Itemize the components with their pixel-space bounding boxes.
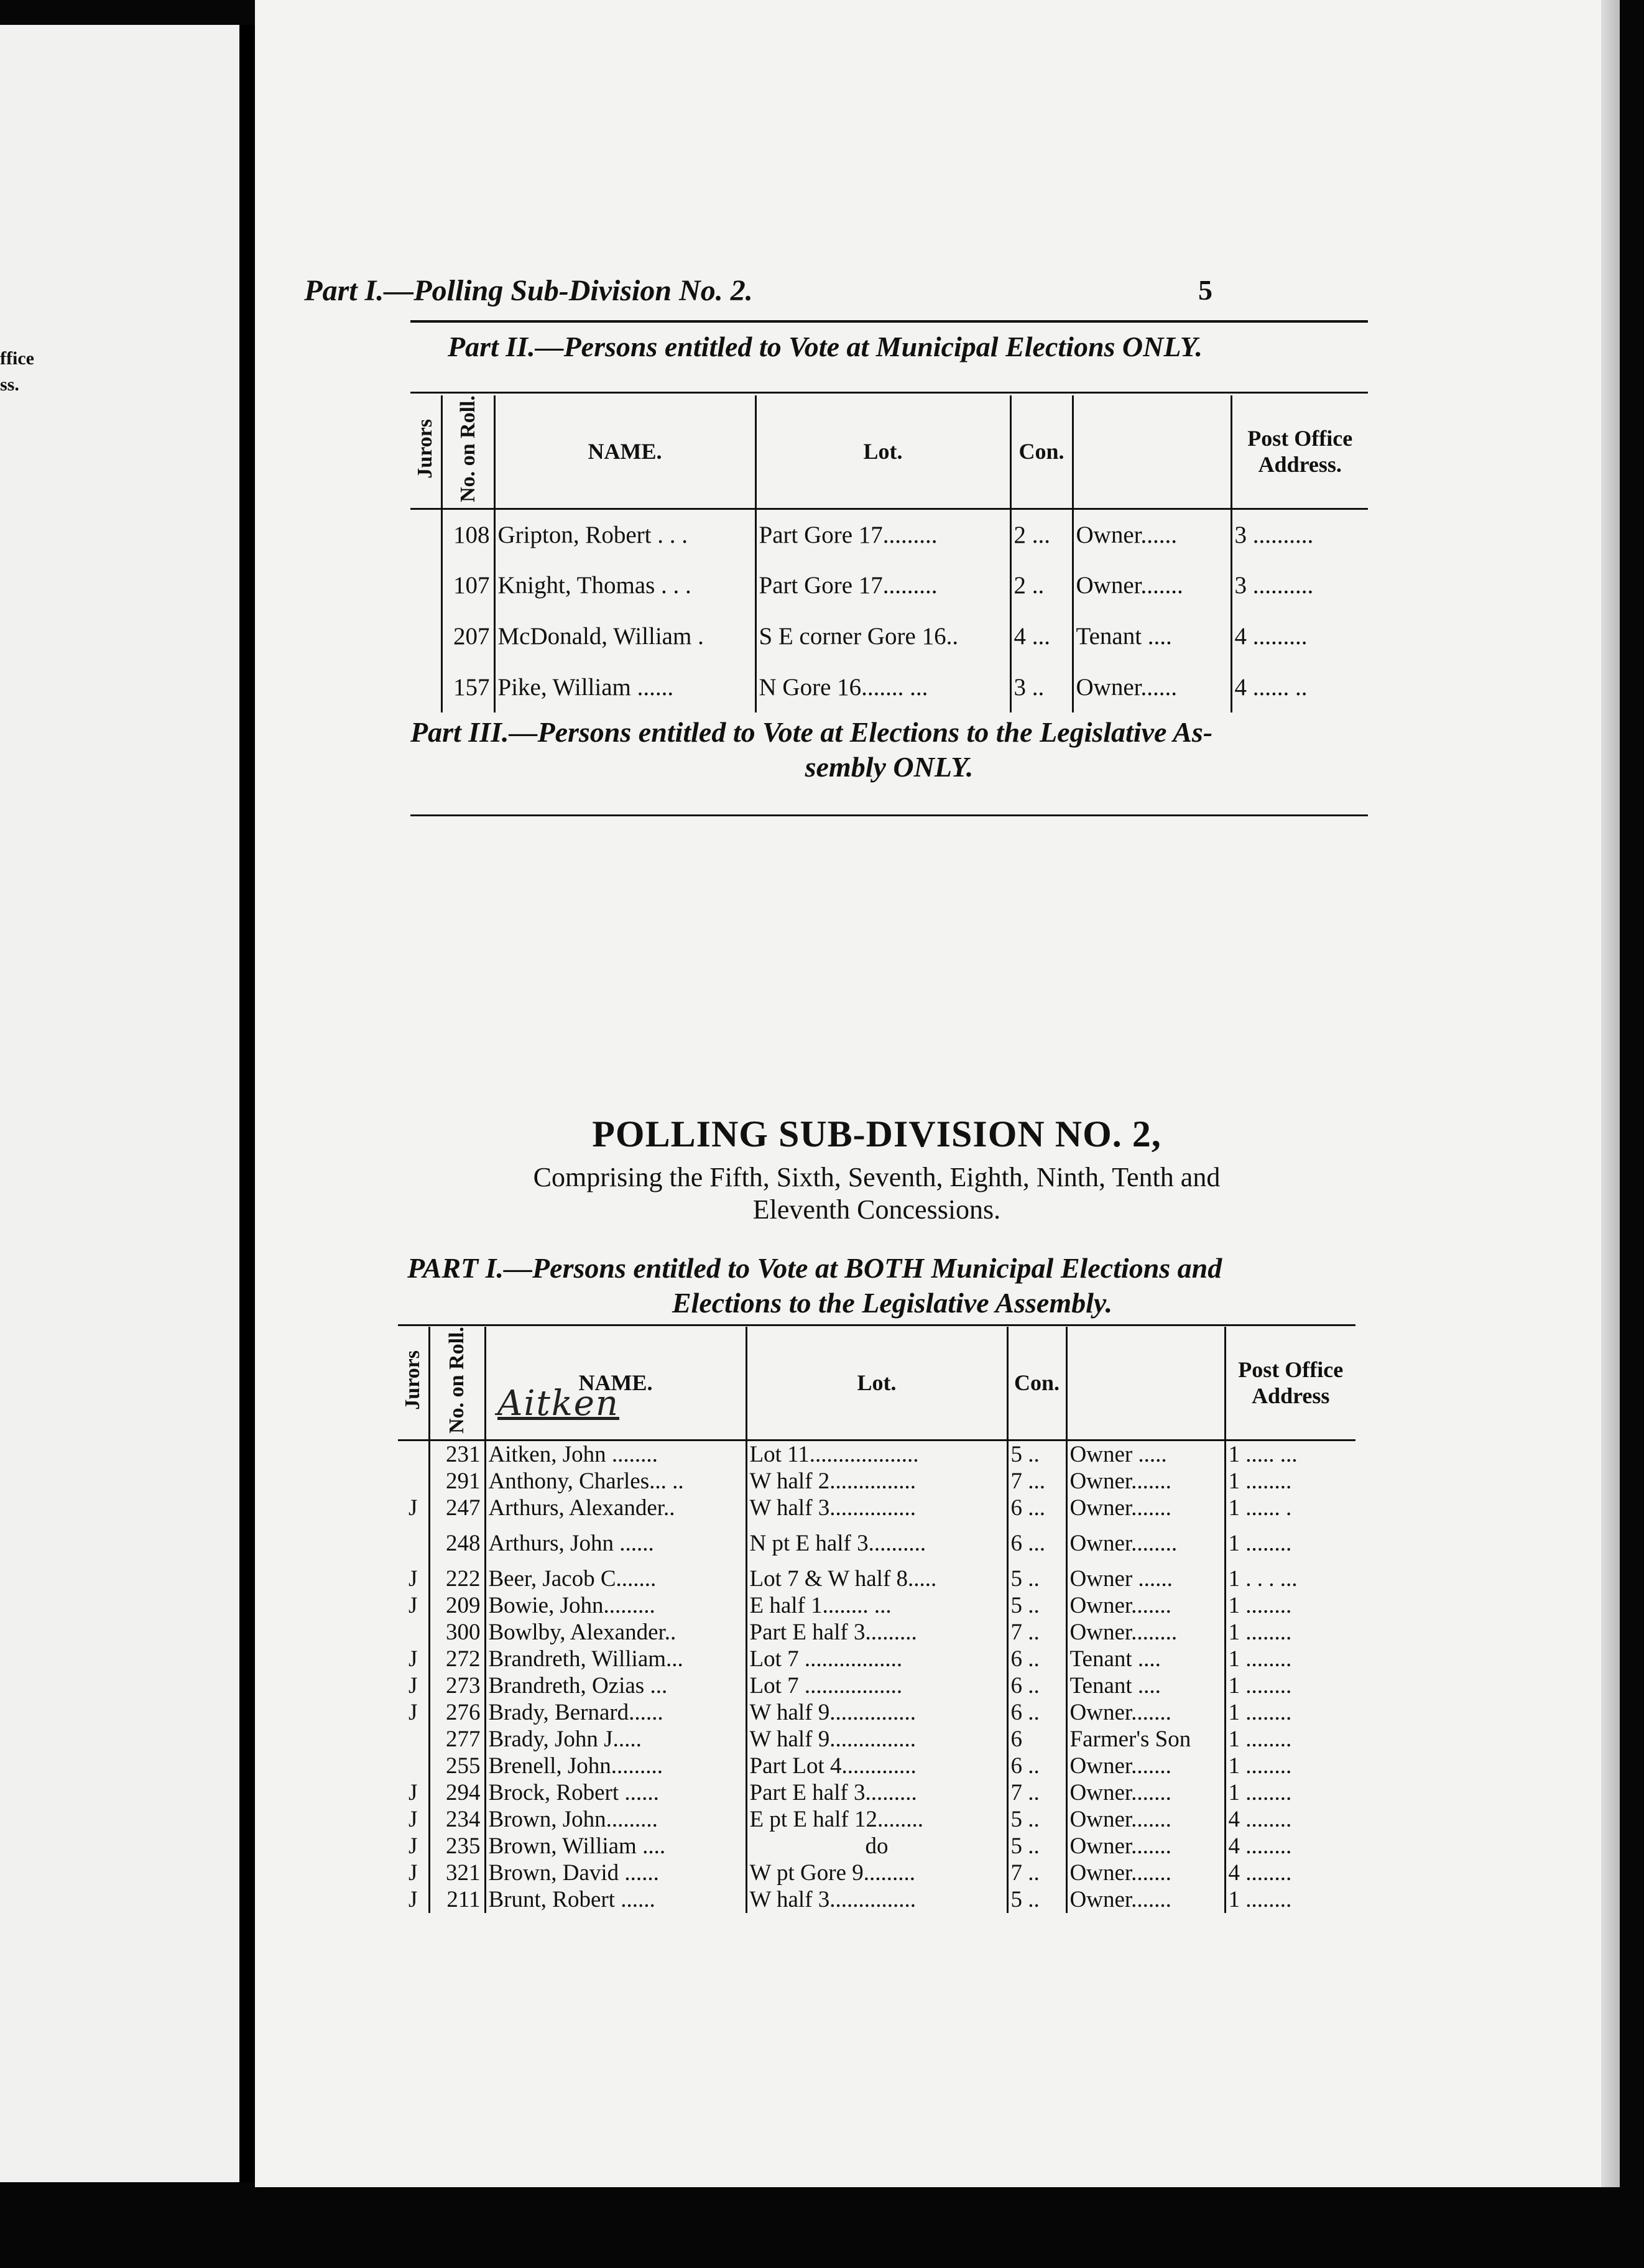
status-cell: Tenant .... xyxy=(1073,611,1231,662)
post-office-cell: 1 ........ xyxy=(1228,1592,1292,1618)
lot-cell: Part Gore 17......... xyxy=(755,560,1010,611)
status-cell: Tenant .... xyxy=(1066,1646,1225,1672)
lot-cell: W half 3............... xyxy=(746,1495,1007,1521)
table-row xyxy=(398,1619,1355,1646)
table-row xyxy=(410,611,1368,662)
lot-cell: Part E half 3......... xyxy=(746,1779,1007,1806)
division-subtitle-line2: Eleventh Concessions. xyxy=(752,1194,1001,1225)
voter-name: Anthony, Charles... .. xyxy=(485,1468,746,1495)
table-row xyxy=(398,1495,1355,1521)
part2-header-row xyxy=(410,395,1368,509)
division-subtitle xyxy=(255,1161,1499,1226)
left-page-fragment: ss. xyxy=(0,374,19,395)
status-cell: Owner ...... xyxy=(1066,1565,1225,1592)
status-cell: Owner....... xyxy=(1066,1833,1225,1860)
lot-cell: S E corner Gore 16.. xyxy=(755,611,1010,662)
concession-cell: 5 .. xyxy=(1007,1886,1066,1913)
status-cell: Owner...... xyxy=(1073,662,1231,712)
part3-rule xyxy=(410,814,1368,816)
juror-cell: J xyxy=(398,1592,429,1619)
voter-name: Brandreth, William... xyxy=(485,1646,746,1672)
status-cell: Tenant .... xyxy=(1066,1672,1225,1699)
juror-cell: J xyxy=(398,1565,429,1592)
lot-cell: E pt E half 12........ xyxy=(746,1806,1007,1833)
lot-cell: W half 2............... xyxy=(746,1468,1007,1495)
voter-name: Brady, Bernard...... xyxy=(485,1699,746,1726)
lot-cell: Lot 7 & W half 8..... xyxy=(746,1565,1007,1592)
roll-number: 157 xyxy=(441,662,494,712)
roll-header: No. on Roll. xyxy=(429,1327,485,1440)
concession-cell: 6 .. xyxy=(1007,1672,1066,1699)
roll-number: 222 xyxy=(429,1565,485,1592)
juror-cell: J xyxy=(398,1779,429,1806)
table-row xyxy=(398,1753,1355,1779)
lot-cell: W half 9............... xyxy=(746,1726,1007,1753)
juror-cell: J xyxy=(398,1495,429,1521)
juror-cell: J xyxy=(398,1806,429,1833)
running-head xyxy=(155,274,1212,317)
roll-number: 209 xyxy=(429,1592,485,1619)
page-number: 5 xyxy=(1198,274,1212,306)
status-cell: Owner....... xyxy=(1066,1495,1225,1521)
concession-cell: 6 .. xyxy=(1007,1646,1066,1672)
post-office-cell: 3 .......... xyxy=(1234,521,1314,548)
concession-cell: 5 .. xyxy=(1007,1592,1066,1619)
post-office-header: Post Office Address. xyxy=(1247,426,1353,477)
concession-cell: 6 .. xyxy=(1007,1753,1066,1779)
left-page-edge xyxy=(0,25,239,2182)
status-header xyxy=(1066,1327,1225,1440)
post-office-cell: 1 ........ xyxy=(1228,1468,1292,1494)
status-cell: Owner ..... xyxy=(1066,1440,1225,1468)
status-cell: Farmer's Son xyxy=(1066,1726,1225,1753)
concession-cell: 5 .. xyxy=(1007,1440,1066,1468)
juror-cell xyxy=(398,1619,429,1646)
table-row xyxy=(398,1468,1355,1495)
voter-name: Brown, William .... xyxy=(485,1833,746,1860)
roll-number: 321 xyxy=(429,1860,485,1886)
juror-cell xyxy=(398,1521,429,1565)
roll-number: 107 xyxy=(441,560,494,611)
concession-cell: 7 .. xyxy=(1007,1860,1066,1886)
post-office-cell: 1 ........ xyxy=(1228,1753,1292,1779)
lot-cell: Part Gore 17......... xyxy=(755,509,1010,560)
concession-cell: 2 ... xyxy=(1010,509,1073,560)
status-cell: Owner....... xyxy=(1066,1806,1225,1833)
status-cell: Owner....... xyxy=(1066,1860,1225,1886)
post-office-cell: 4 ........ xyxy=(1228,1806,1292,1832)
roll-number: 211 xyxy=(429,1886,485,1913)
table-row xyxy=(398,1779,1355,1806)
voter-name: McDonald, William . xyxy=(494,611,755,662)
roll-number: 255 xyxy=(429,1753,485,1779)
voter-name: Brenell, John......... xyxy=(485,1753,746,1779)
concession-cell: 5 .. xyxy=(1007,1833,1066,1860)
post-office-cell: 4 ...... .. xyxy=(1234,673,1308,701)
juror-cell xyxy=(410,662,441,712)
table-row xyxy=(398,1521,1355,1565)
roll-number: 300 xyxy=(429,1619,485,1646)
voter-name: Aitken, John ........ xyxy=(485,1440,746,1468)
voter-name: Gripton, Robert . . . xyxy=(494,509,755,560)
part2-top-rule xyxy=(410,392,1368,394)
lot-cell: E half 1........ ... xyxy=(746,1592,1007,1619)
con-header: Con. xyxy=(1010,395,1073,509)
part3-title-line2: sembly ONLY. xyxy=(805,751,974,783)
table-row xyxy=(410,509,1368,560)
juror-cell xyxy=(410,611,441,662)
status-cell: Owner........ xyxy=(1066,1521,1225,1565)
voter-name: Brock, Robert ...... xyxy=(485,1779,746,1806)
table-row xyxy=(398,1672,1355,1699)
roll-number: 108 xyxy=(441,509,494,560)
voter-name: Beer, Jacob C....... xyxy=(485,1565,746,1592)
concession-cell: 4 ... xyxy=(1010,611,1073,662)
lot-cell: Lot 7 ................. xyxy=(746,1646,1007,1672)
voter-name: Bowlby, Alexander.. xyxy=(485,1619,746,1646)
roll-number: 248 xyxy=(429,1521,485,1565)
table-row xyxy=(410,662,1368,712)
post-office-cell: 4 ........ xyxy=(1228,1833,1292,1859)
post-office-cell: 1 ........ xyxy=(1228,1886,1292,1912)
status-cell: Owner........ xyxy=(1066,1619,1225,1646)
voter-name: Arthurs, Alexander.. xyxy=(485,1495,746,1521)
juror-cell xyxy=(398,1468,429,1495)
status-cell: Owner...... xyxy=(1073,509,1231,560)
concession-cell: 2 .. xyxy=(1010,560,1073,611)
name-header: NAME. xyxy=(485,1327,746,1440)
roll-number: 247 xyxy=(429,1495,485,1521)
name-header: NAME. xyxy=(494,395,755,509)
post-office-cell: 1 ........ xyxy=(1228,1619,1292,1645)
jurors-header: Jurors xyxy=(410,395,441,509)
post-office-cell: 3 .......... xyxy=(1234,571,1314,599)
juror-cell: J xyxy=(398,1833,429,1860)
table-row xyxy=(398,1592,1355,1619)
roll-number: 231 xyxy=(429,1440,485,1468)
table-row xyxy=(398,1726,1355,1753)
post-office-cell: 1 ..... ... xyxy=(1228,1441,1298,1467)
table-row xyxy=(398,1833,1355,1860)
juror-cell xyxy=(410,560,441,611)
post-office-cell: 1 ........ xyxy=(1228,1672,1292,1699)
page-edge-shadow xyxy=(1601,0,1620,2187)
jurors-header: Jurors xyxy=(398,1327,429,1440)
lot-cell: W pt Gore 9......... xyxy=(746,1860,1007,1886)
concession-cell: 3 .. xyxy=(1010,662,1073,712)
juror-cell xyxy=(398,1726,429,1753)
roll-number: 235 xyxy=(429,1833,485,1860)
post-office-cell: 1 . . . ... xyxy=(1228,1565,1298,1592)
part1-top-rule xyxy=(398,1324,1355,1326)
roll-number: 277 xyxy=(429,1726,485,1753)
juror-cell: J xyxy=(398,1672,429,1699)
post-office-cell: 4 ........ xyxy=(1228,1860,1292,1886)
roll-number: 234 xyxy=(429,1806,485,1833)
status-cell: Owner....... xyxy=(1066,1699,1225,1726)
part1-table xyxy=(398,1327,1355,1913)
status-cell: Owner....... xyxy=(1073,560,1231,611)
lot-cell: Lot 7 ................. xyxy=(746,1672,1007,1699)
roll-header: No. on Roll. xyxy=(441,395,494,509)
concession-cell: 6 .. xyxy=(1007,1699,1066,1726)
roll-number: 276 xyxy=(429,1699,485,1726)
status-header xyxy=(1073,395,1231,509)
lot-cell: N pt E half 3.......... xyxy=(746,1521,1007,1565)
voter-name: Brown, David ...... xyxy=(485,1860,746,1886)
lot-cell: Part Lot 4............. xyxy=(746,1753,1007,1779)
lot-cell: Lot 11................... xyxy=(746,1440,1007,1468)
voter-name: Bowie, John......... xyxy=(485,1592,746,1619)
voter-name: Brandreth, Ozias ... xyxy=(485,1672,746,1699)
part1-header-row xyxy=(398,1327,1355,1440)
running-title: Part I.—Polling Sub-Division No. 2. xyxy=(304,274,753,307)
table-row xyxy=(398,1565,1355,1592)
part3-title xyxy=(410,715,1368,785)
division-title: POLLING SUB-DIVISION NO. 2, xyxy=(592,1113,1161,1155)
part2-title: Part II.—Persons entitled to Vote at Municipal Elections ONLY. xyxy=(448,331,1203,362)
juror-cell: J xyxy=(398,1699,429,1726)
concession-cell: 7 .. xyxy=(1007,1779,1066,1806)
roll-number: 273 xyxy=(429,1672,485,1699)
roll-number: 291 xyxy=(429,1468,485,1495)
concession-cell: 7 .. xyxy=(1007,1619,1066,1646)
status-cell: Owner....... xyxy=(1066,1886,1225,1913)
table-row xyxy=(398,1646,1355,1672)
division-subtitle-line1: Comprising the Fifth, Sixth, Seventh, Eighth, Ninth, Tenth and xyxy=(533,1162,1221,1192)
part1-title-line1: PART I.—Persons entitled to Vote at BOTH Municipal Elections and xyxy=(407,1252,1222,1284)
juror-cell xyxy=(398,1440,429,1468)
voter-name: Pike, William ...... xyxy=(494,662,755,712)
juror-cell xyxy=(410,509,441,560)
part1-title xyxy=(407,1251,1377,1321)
post-office-cell: 1 ...... . xyxy=(1228,1495,1292,1521)
voter-name: Brunt, Robert ...... xyxy=(485,1886,746,1913)
part2-table xyxy=(410,395,1368,712)
table-row xyxy=(398,1440,1355,1468)
concession-cell: 5 .. xyxy=(1007,1806,1066,1833)
status-cell: Owner....... xyxy=(1066,1468,1225,1495)
concession-cell: 7 ... xyxy=(1007,1468,1066,1495)
handwritten-correction: Aitken xyxy=(497,1383,619,1424)
table-row xyxy=(410,560,1368,611)
lot-cell: N Gore 16....... ... xyxy=(755,662,1010,712)
lot-cell: Part E half 3......... xyxy=(746,1619,1007,1646)
concession-cell: 6 ... xyxy=(1007,1495,1066,1521)
table-row xyxy=(398,1699,1355,1726)
table-row xyxy=(398,1860,1355,1886)
lot-cell: W half 9............... xyxy=(746,1699,1007,1726)
roll-number: 294 xyxy=(429,1779,485,1806)
header-rule xyxy=(410,320,1368,323)
post-office-cell: 1 ........ xyxy=(1228,1530,1292,1556)
voter-name: Brown, John......... xyxy=(485,1806,746,1833)
roll-number: 272 xyxy=(429,1646,485,1672)
part3-title-line1: Part III.—Persons entitled to Vote at Elections to the Legislative As- xyxy=(410,716,1213,748)
post-office-cell: 1 ........ xyxy=(1228,1779,1292,1805)
status-cell: Owner....... xyxy=(1066,1753,1225,1779)
voter-name: Arthurs, John ...... xyxy=(485,1521,746,1565)
voter-name: Knight, Thomas . . . xyxy=(494,560,755,611)
post-office-cell: 4 ......... xyxy=(1234,622,1308,650)
lot-header: Lot. xyxy=(755,395,1010,509)
status-cell: Owner....... xyxy=(1066,1592,1225,1619)
con-header: Con. xyxy=(1007,1327,1066,1440)
post-office-cell: 1 ........ xyxy=(1228,1726,1292,1752)
left-page-fragment: ffice xyxy=(0,348,34,369)
lot-cell: W half 3............... xyxy=(746,1886,1007,1913)
juror-cell xyxy=(398,1753,429,1779)
lot-cell: do xyxy=(746,1833,1007,1860)
post-office-cell: 1 ........ xyxy=(1228,1646,1292,1672)
concession-cell: 5 .. xyxy=(1007,1565,1066,1592)
part1-title-line2: Elections to the Legislative Assembly. xyxy=(672,1287,1113,1319)
juror-cell: J xyxy=(398,1646,429,1672)
voter-name: Brady, John J..... xyxy=(485,1726,746,1753)
post-office-cell: 1 ........ xyxy=(1228,1699,1292,1725)
juror-cell: J xyxy=(398,1886,429,1913)
lot-header: Lot. xyxy=(746,1327,1007,1440)
roll-number: 207 xyxy=(441,611,494,662)
juror-cell: J xyxy=(398,1860,429,1886)
table-row xyxy=(398,1886,1355,1913)
post-office-header: Post Office Address xyxy=(1238,1357,1344,1409)
status-cell: Owner....... xyxy=(1066,1779,1225,1806)
concession-cell: 6 ... xyxy=(1007,1521,1066,1565)
concession-cell: 6 xyxy=(1007,1726,1066,1753)
table-row xyxy=(398,1806,1355,1833)
